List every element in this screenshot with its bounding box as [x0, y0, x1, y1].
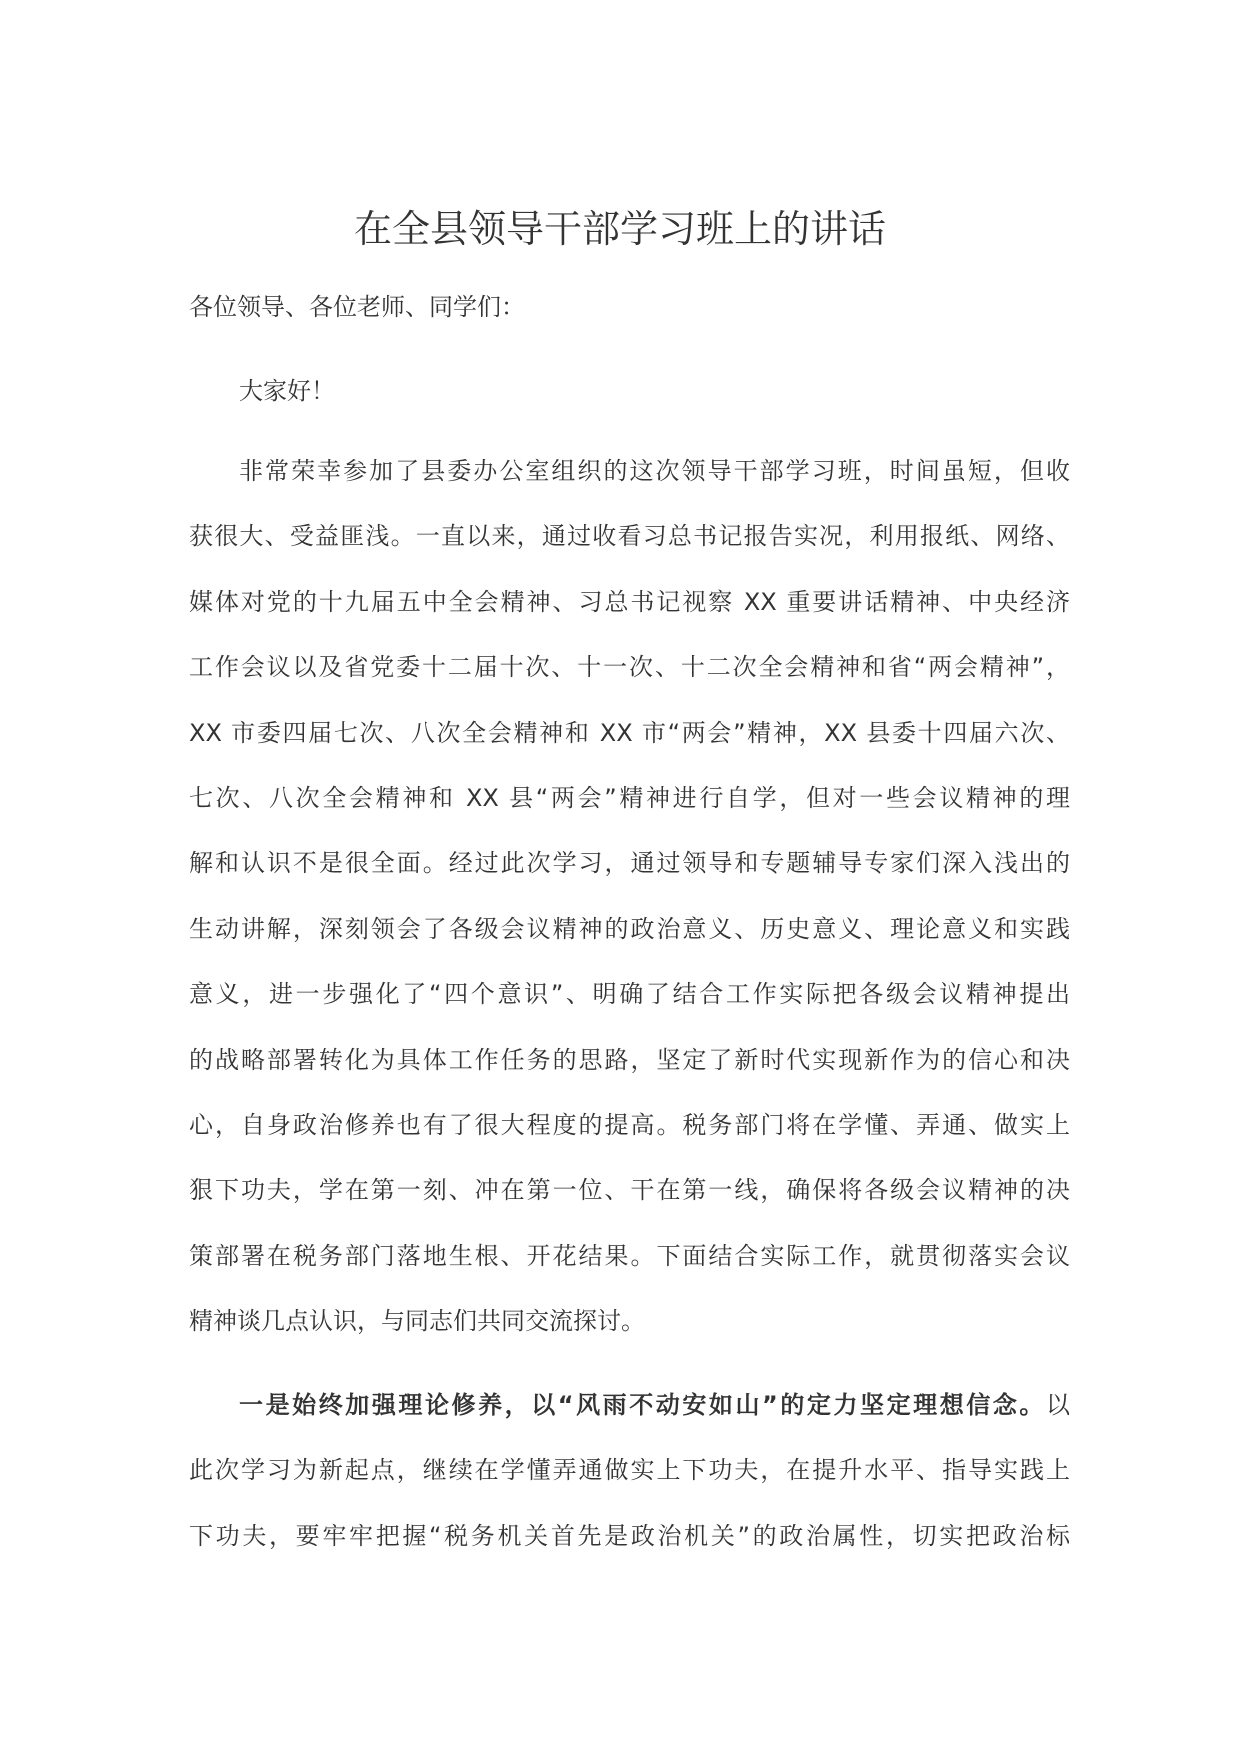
paragraph-2-first-tail: 以: [1046, 1391, 1070, 1419]
paragraph-line: XX 市委四届七次、八次全会精神和 XX 市“两会”精神，XX 县委十四届六次、: [189, 718, 1070, 747]
salutation: 各位领导、各位老师、同学们：: [189, 293, 525, 321]
paragraph-line: 狠下功夫，学在第一刻、冲在第一位、干在第一线，确保将各级会议精神的决: [189, 1176, 1070, 1205]
paragraph-2-first-line: [239, 1388, 1070, 1422]
paragraph-line: 此次学习为新起点，继续在学懂弄通做实上下功夫，在提升水平、指导实践上: [189, 1456, 1070, 1485]
paragraph-line: 下功夫，要牢牢把握“税务机关首先是政治机关”的政治属性，切实把政治标: [189, 1521, 1070, 1550]
paragraph-line: 精神谈几点认识，与同志们共同交流探讨。: [189, 1307, 645, 1336]
paragraph-line: 生动讲解，深刻领会了各级会议精神的政治意义、历史意义、理论意义和实践: [189, 914, 1070, 943]
paragraph-line: 工作会议以及省党委十二届十次、十一次、十二次全会精神和省“两会精神”，: [189, 653, 1070, 682]
paragraph-line: 非常荣幸参加了县委办公室组织的这次领导干部学习班，时间虽短，但收: [239, 457, 1070, 485]
paragraph-line: 策部署在税务部门落地生根、开花结果。下面结合实际工作，就贯彻落实会议: [189, 1241, 1070, 1270]
paragraph-line: 的战略部署转化为具体工作任务的思路，坚定了新时代实现新作为的信心和决: [189, 1045, 1070, 1074]
greeting: 大家好！: [239, 377, 335, 405]
paragraph-2-heading: 一是始终加强理论修养，以“风雨不动安如山”的定力坚定理想信念。: [239, 1391, 1046, 1419]
paragraph-line: 意义，进一步强化了“四个意识”、明确了结合工作实际把各级会议精神提出: [189, 980, 1070, 1009]
paragraph-line: 媒体对党的十九届五中全会精神、习总书记视察 XX 重要讲话精神、中央经济: [189, 587, 1070, 616]
document-title: 在全县领导干部学习班上的讲话: [353, 207, 886, 251]
paragraph-line: 心，自身政治修养也有了很大程度的提高。税务部门将在学懂、弄通、做实上: [189, 1111, 1070, 1139]
paragraph-line: 获很大、受益匪浅。一直以来，通过收看习总书记报告实况，利用报纸、网络、: [189, 522, 1070, 551]
paragraph-line: 七次、八次全会精神和 XX 县“两会”精神进行自学，但对一些会议精神的理: [189, 784, 1070, 812]
paragraph-line: 解和认识不是很全面。经过此次学习，通过领导和专题辅导专家们深入浅出的: [189, 849, 1070, 878]
